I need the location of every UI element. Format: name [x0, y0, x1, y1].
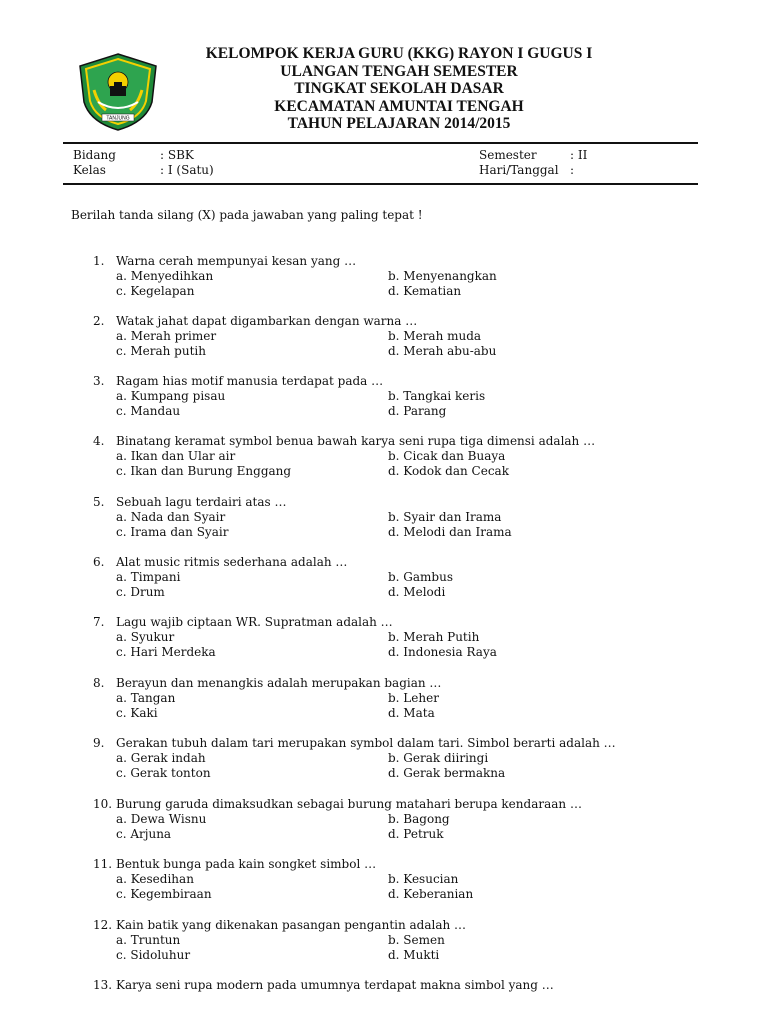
option-b: b. Kesucian — [388, 872, 459, 887]
question-text: Watak jahat dapat digambarkan dengan warna … — [116, 314, 418, 328]
question-item — [93, 314, 713, 359]
question-item — [93, 434, 713, 479]
option-b: b. Semen — [388, 933, 445, 948]
option-a: a. Dewa Wisnu — [116, 812, 207, 827]
question-text: Burung garuda dimaksudkan sebagai burung matahari berupa kendaraan … — [116, 797, 582, 811]
instruction-text: Berilah tanda silang (X) pada jawaban yang paling tepat ! — [71, 208, 423, 222]
question-number: 9. — [93, 736, 105, 750]
option-d: d. Mukti — [388, 948, 440, 963]
option-d: d. Melodi dan Irama — [388, 525, 512, 540]
header-rule-bottom — [63, 183, 698, 185]
question-text: Sebuah lagu terdairi atas … — [116, 495, 287, 509]
question-number: 4. — [93, 434, 105, 448]
logo-motto-text: TANJUNG — [106, 115, 130, 122]
bidang-value: : SBK — [160, 148, 194, 162]
question-text: Alat music ritmis sederhana adalah … — [116, 555, 348, 569]
option-a: a. Menyedihkan — [116, 269, 214, 284]
question-number: 2. — [93, 314, 105, 328]
option-b: b. Menyenangkan — [388, 269, 497, 284]
question-number: 8. — [93, 676, 105, 690]
hari-tanggal-label: Hari/Tanggal — [479, 163, 559, 177]
option-b: b. Cicak dan Buaya — [388, 449, 506, 464]
kelas-value: : I (Satu) — [160, 163, 214, 177]
question-item — [93, 797, 713, 842]
header-line-4: KECAMATAN AMUNTAI TENGAH — [274, 97, 524, 115]
option-b: b. Merah Putih — [388, 630, 480, 645]
header-rule-top — [63, 142, 698, 144]
question-text: Lagu wajib ciptaan WR. Supratman adalah … — [116, 615, 393, 629]
option-b: b. Leher — [388, 691, 439, 706]
kelas-label: Kelas — [73, 163, 106, 177]
question-number: 10. — [93, 797, 113, 811]
question-number: 12. — [93, 918, 113, 932]
question-item — [93, 495, 713, 540]
option-c: c. Gerak tonton — [116, 766, 211, 781]
question-number: 6. — [93, 555, 105, 569]
option-d: d. Kematian — [388, 284, 462, 299]
question-text: Kain batik yang dikenakan pasangan pengantin adalah … — [116, 918, 467, 932]
option-b: b. Tangkai keris — [388, 389, 486, 404]
option-d: d. Merah abu-abu — [388, 344, 497, 359]
option-b: b. Gambus — [388, 570, 453, 585]
semester-value: : II — [570, 148, 588, 162]
question-number: 11. — [93, 857, 113, 871]
option-b: b. Syair dan Irama — [388, 510, 502, 525]
option-a: a. Nada dan Syair — [116, 510, 226, 525]
option-d: d. Indonesia Raya — [388, 645, 497, 660]
option-c: c. Drum — [116, 585, 165, 600]
option-c: c. Kegelapan — [116, 284, 195, 299]
option-d: d. Gerak bermakna — [388, 766, 506, 781]
option-b: b. Bagong — [388, 812, 450, 827]
hari-tanggal-value: : — [570, 163, 575, 177]
question-number: 7. — [93, 615, 105, 629]
option-b: b. Merah muda — [388, 329, 482, 344]
option-a: a. Ikan dan Ular air — [116, 449, 236, 464]
option-a: a. Kumpang pisau — [116, 389, 226, 404]
bidang-label: Bidang — [73, 148, 116, 162]
option-a: a. Gerak indah — [116, 751, 206, 766]
option-c: c. Ikan dan Burung Enggang — [116, 464, 292, 479]
option-d: d. Petruk — [388, 827, 444, 842]
semester-label: Semester — [479, 148, 537, 162]
question-text: Binatang keramat symbol benua bawah karya seni rupa tiga dimensi adalah … — [116, 434, 596, 448]
header-line-3: TINGKAT SEKOLAH DASAR — [294, 80, 504, 97]
question-item — [93, 857, 713, 902]
question-item — [93, 736, 713, 781]
question-item — [93, 978, 713, 993]
question-text: Karya seni rupa modern pada umumnya terdapat makna simbol yang … — [116, 978, 554, 992]
question-number: 5. — [93, 495, 105, 509]
question-text: Warna cerah mempunyai kesan yang … — [116, 254, 357, 268]
question-text: Berayun dan menangkis adalah merupakan bagian … — [116, 676, 442, 690]
question-number: 1. — [93, 254, 105, 268]
document-header — [160, 45, 638, 133]
question-item — [93, 254, 713, 299]
question-item — [93, 676, 713, 721]
option-a: a. Tangan — [116, 691, 176, 706]
option-a: a. Syukur — [116, 630, 175, 645]
question-text: Bentuk bunga pada kain songket simbol … — [116, 857, 377, 871]
question-text: Gerakan tubuh dalam tari merupakan symbol dalam tari. Simbol berarti adalah … — [116, 736, 616, 750]
option-a: a. Kesedihan — [116, 872, 194, 887]
option-d: d. Kodok dan Cecak — [388, 464, 509, 479]
header-line-1: KELOMPOK KERJA GURU (KKG) RAYON I GUGUS I — [205, 45, 593, 62]
option-c: c. Kaki — [116, 706, 158, 721]
question-text: Ragam hias motif manusia terdapat pada … — [116, 374, 384, 388]
regency-emblem-logo — [76, 52, 160, 132]
option-c: c. Kegembiraan — [116, 887, 212, 902]
option-b: b. Gerak diiringi — [388, 751, 489, 766]
option-d: d. Mata — [388, 706, 435, 721]
question-item — [93, 555, 713, 600]
question-item — [93, 374, 713, 419]
option-d: d. Melodi — [388, 585, 446, 600]
option-d: d. Parang — [388, 404, 447, 419]
question-item — [93, 918, 713, 963]
option-d: d. Keberanian — [388, 887, 474, 902]
option-a: a. Timpani — [116, 570, 181, 585]
option-c: c. Arjuna — [116, 827, 172, 842]
header-line-5: TAHUN PELAJARAN 2014/2015 — [287, 115, 511, 132]
option-c: c. Irama dan Syair — [116, 525, 229, 540]
option-c: c. Merah putih — [116, 344, 206, 359]
question-number: 13. — [93, 978, 113, 992]
option-a: a. Merah primer — [116, 329, 217, 344]
question-number: 3. — [93, 374, 105, 388]
option-c: c. Hari Merdeka — [116, 645, 216, 660]
option-c: c. Sidoluhur — [116, 948, 191, 963]
option-c: c. Mandau — [116, 404, 181, 419]
header-line-2: ULANGAN TENGAH SEMESTER — [280, 62, 518, 80]
question-item — [93, 615, 713, 660]
option-a: a. Truntun — [116, 933, 181, 948]
